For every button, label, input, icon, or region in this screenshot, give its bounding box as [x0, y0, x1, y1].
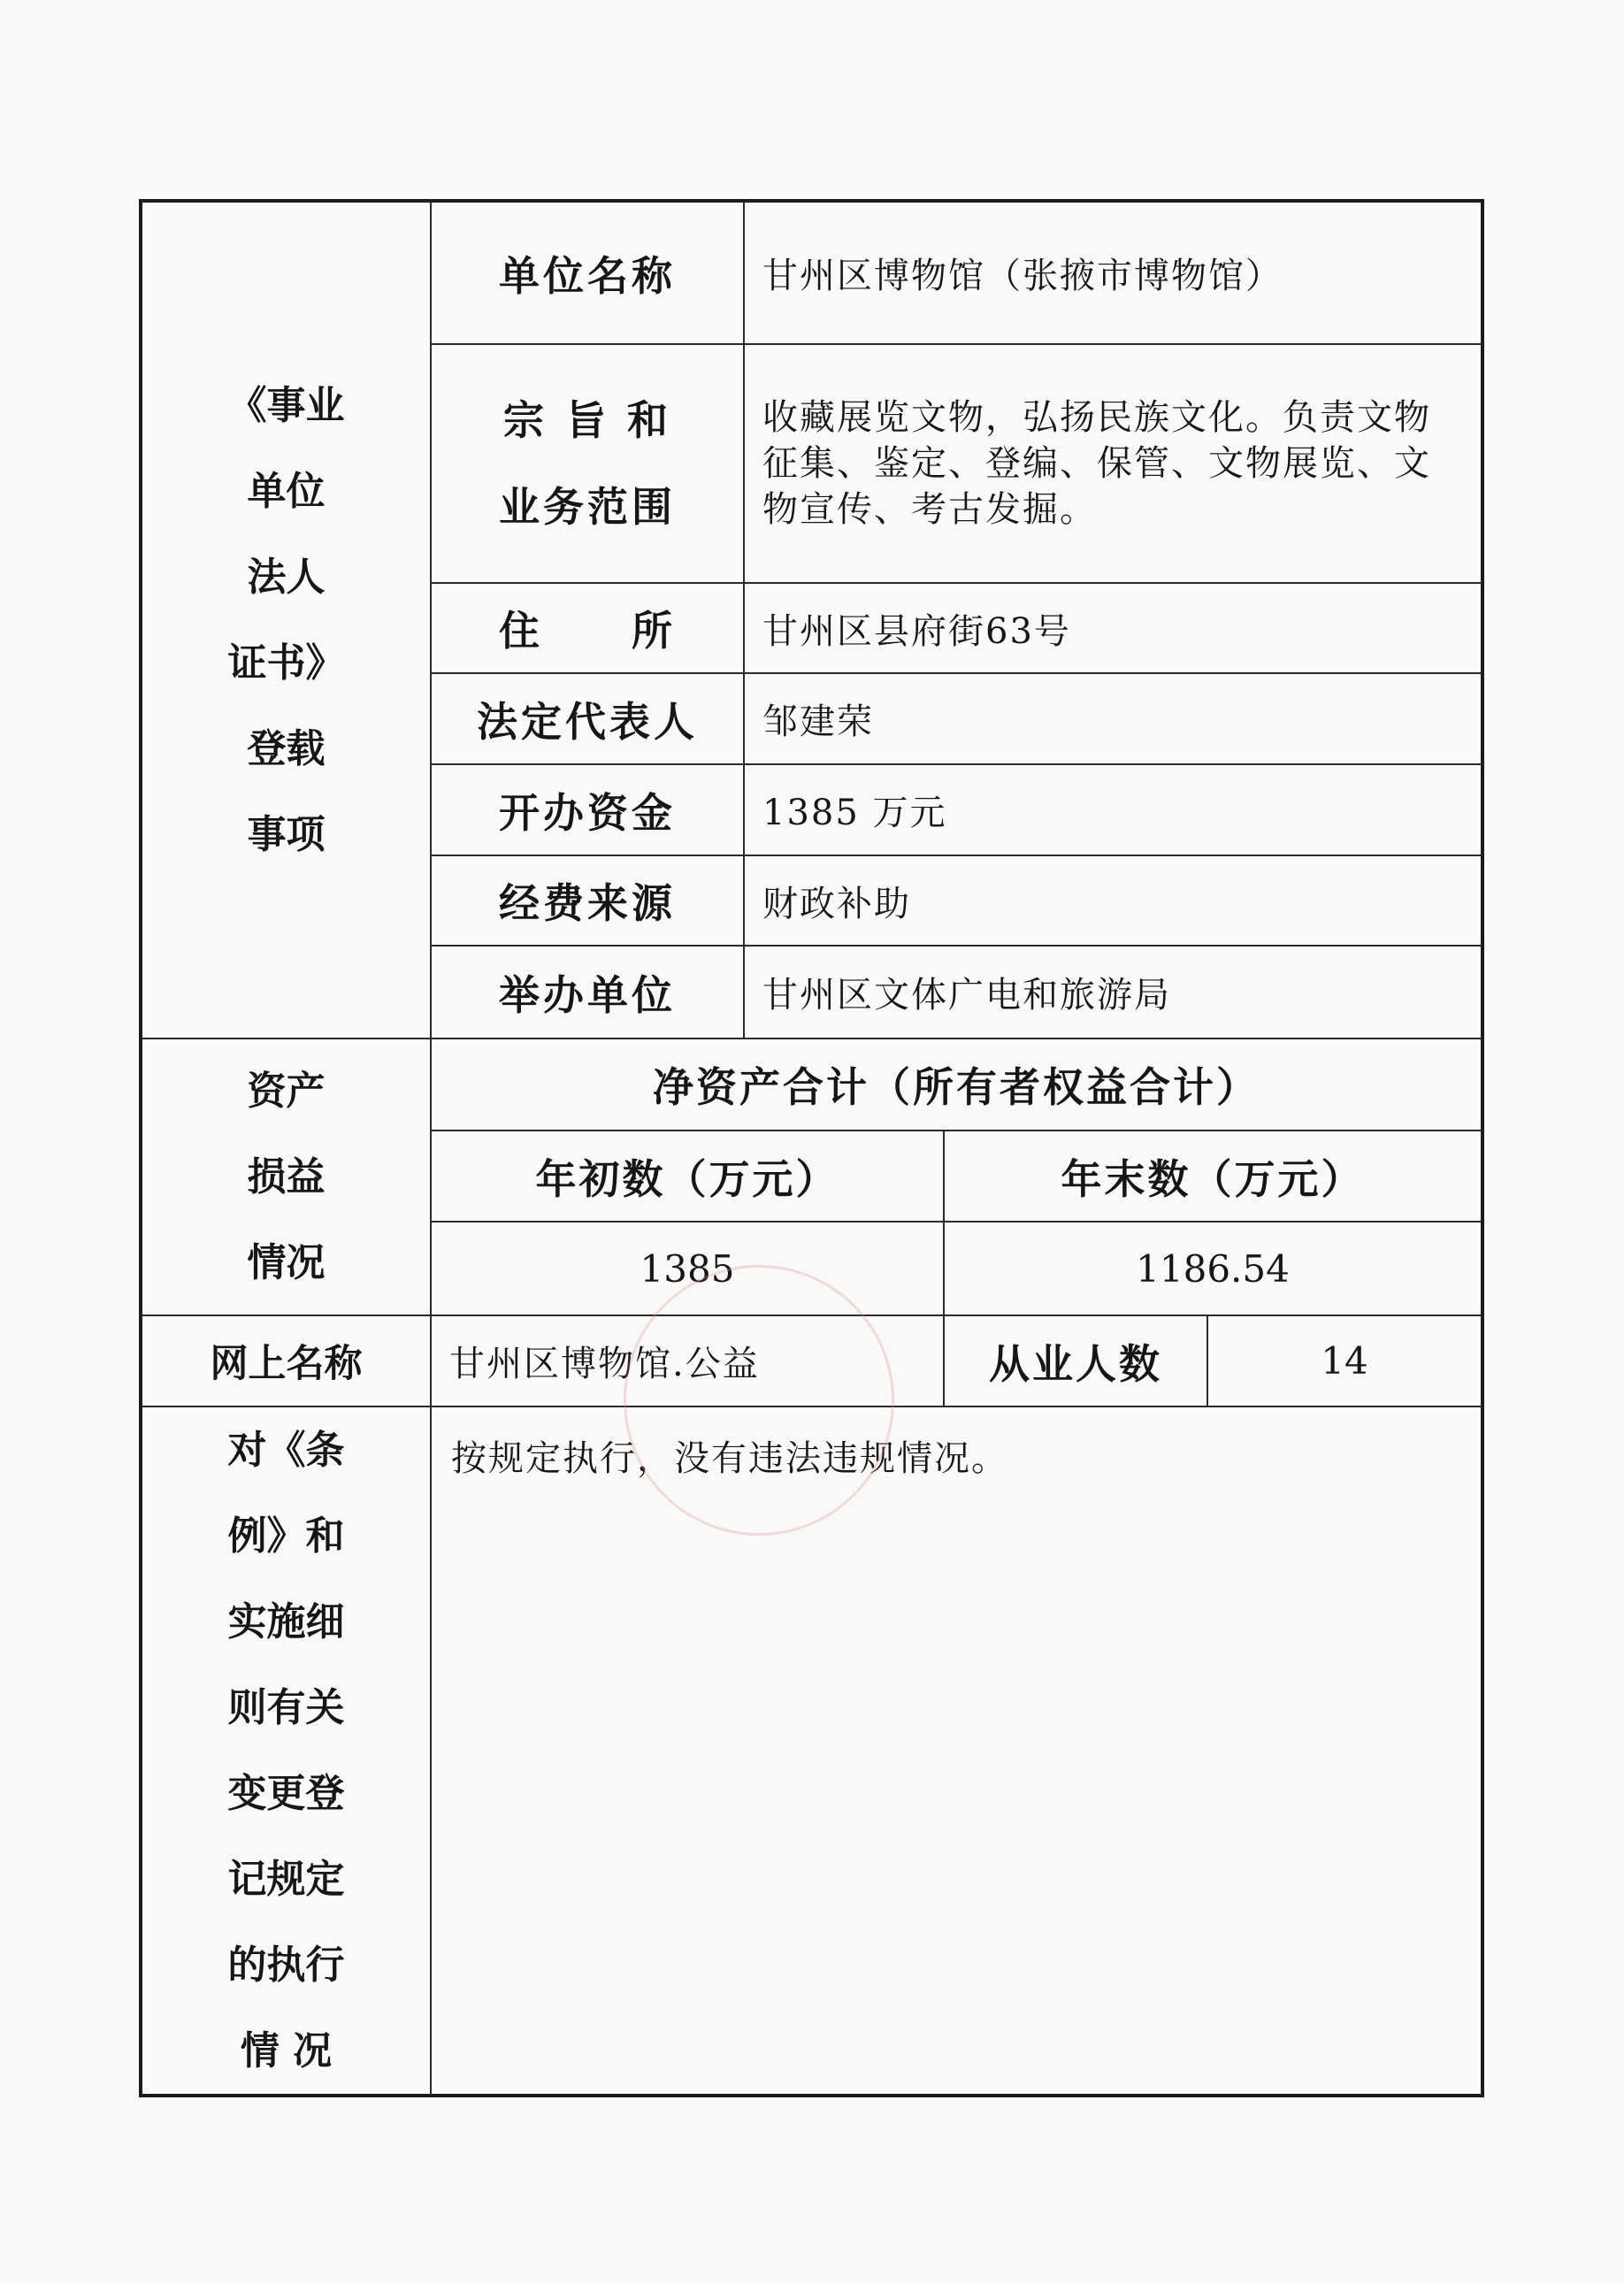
assets-category-line: 资产 [247, 1069, 326, 1114]
compliance-category-cell [141, 1406, 431, 2096]
assets-category-cell [141, 1039, 431, 1315]
staff-count-value: 14 [1207, 1315, 1482, 1406]
row-unit-name [141, 201, 1482, 344]
cert-category-line: 证书》 [227, 640, 345, 686]
funding-label: 经费来源 [431, 855, 744, 946]
assets-category-line: 损益 [247, 1154, 326, 1199]
unit-name-label: 单位名称 [431, 201, 744, 344]
begin-year-value: 1385 [431, 1222, 944, 1315]
row-net-assets-header [141, 1039, 1482, 1131]
registration-table [139, 199, 1484, 2097]
purpose-value: 收藏展览文物，弘扬民族文化。负责文物征集、鉴定、登编、保管、文物展览、文物宣传、考古发掘。 [744, 344, 1482, 583]
compliance-category-line: 变更登 [227, 1771, 345, 1816]
begin-year-label: 年初数（万元） [431, 1131, 944, 1222]
purpose-label-line: 业务范围 [499, 483, 676, 531]
compliance-category-line: 实施细 [227, 1599, 345, 1644]
address-value: 甘州区县府街63号 [744, 583, 1482, 673]
end-year-label: 年末数（万元） [944, 1131, 1482, 1222]
online-name-value: 甘州区博物馆.公益 [431, 1315, 944, 1406]
net-assets-header: 净资产合计（所有者权益合计） [431, 1039, 1482, 1131]
unit-name-value: 甘州区博物馆（张掖市博物馆） [744, 201, 1482, 344]
cert-category-cell [141, 201, 431, 1039]
compliance-category-line: 对《条 [227, 1428, 345, 1473]
assets-category-line: 情况 [247, 1240, 326, 1285]
compliance-category-line: 则有关 [227, 1685, 345, 1730]
row-online-name [141, 1315, 1482, 1406]
legal-rep-value: 邹建荣 [744, 673, 1482, 764]
end-year-value: 1186.54 [944, 1222, 1482, 1315]
cert-category-line: 登载 [247, 726, 326, 771]
row-compliance [141, 1406, 1482, 2096]
compliance-category-line: 的执行 [227, 1943, 345, 1988]
compliance-category-line: 记规定 [227, 1857, 345, 1902]
compliance-category-line: 情 况 [240, 2028, 333, 2073]
cert-category-line: 单位 [247, 469, 326, 514]
funding-value: 财政补助 [744, 855, 1482, 946]
cert-category-line: 事项 [247, 812, 326, 857]
online-name-label: 网上名称 [141, 1315, 431, 1406]
sponsor-label: 举办单位 [431, 946, 744, 1039]
compliance-category-line: 例》和 [227, 1514, 345, 1559]
capital-value: 1385 万元 [744, 764, 1482, 855]
cert-category-line: 《事业 [227, 383, 345, 428]
address-label: 住 所 [431, 583, 744, 673]
compliance-value: 按规定执行，没有违法违规情况。 [431, 1406, 1482, 2096]
purpose-label [431, 344, 744, 583]
purpose-label-line: 宗 旨 和 [502, 396, 672, 444]
capital-label: 开办资金 [431, 764, 744, 855]
cert-category-line: 法人 [247, 555, 326, 600]
sponsor-value: 甘州区文体广电和旅游局 [744, 946, 1482, 1039]
legal-rep-label: 法定代表人 [431, 673, 744, 764]
staff-count-label: 从业人数 [944, 1315, 1207, 1406]
